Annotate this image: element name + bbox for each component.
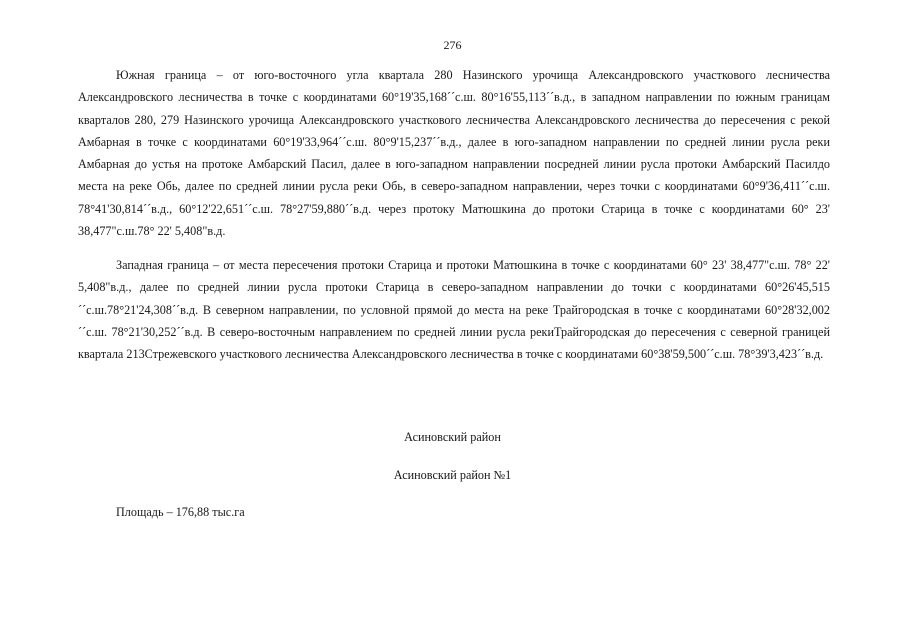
south-border-paragraph: Южная граница – от юго-восточного угла квартала 280 Назинского урочища Александровского участкового лесничества Александровского лесничества в точке с координатами 60°19'35,168´´с.ш. 80°16'55,113´´в.д., в западном направлении по южным границам кварталов 280, 279 Назинского урочища Александровского участкового лесничества Александровского лесничества до пересечения с рекой Амбарная в точке с координатами 60°19'33,964´´с.ш. 80°9'15,237´´в.д., далее в юго-западном направлении по средней линии русла реки Амбарная до устья на протоке Амбарский Пасил, далее в юго-западном направлении посредней линии русла протоки Амбарский Пасилдо места на реке Обь, далее по средней линии русла реки Обь, в северо-западном направлении, через точки с координатами 60°9'36,411´´с.ш. 78°41'30,814´´в.д., 60°12'22,651´´с.ш. 78°27'59,880´´в.д. через протоку Матюшкина до протоки Старица в точке с координатами 60° 23' 38,477"с.ш.78° 22' 5,408"в.д. [78,68,830,239]
west-border-paragraph: Западная граница – от места пересечения протоки Старица и протоки Матюшкина в точке с координатами 60° 23' 38,477"с.ш. 78° 22' 5,408"в.д., далее по средней линии русла протоки Старица в северо-западном направлении до точки с координатами 60°26'45,515´´с.ш.78°21'24,308´´в.д. В северном направлении, по условной прямой до места на реке Трайгородская в точке с координатами 60°28'32,002´´с.ш. 78°21'30,252´´в.д. В северо-восточным направлением по средней линии русла рекиТрайгородская до пересечения с северной границей квартала 213Стрежевского участкового лесничества Александровского лесничества в точке с координатами 60°38'59,500´´с.ш. 78°39'3,423´´в.д. [78,258,830,362]
page-number: 276 [443,38,462,52]
district-heading: Асиновский район [404,430,501,444]
area-text: Площадь – 176,88 тыс.га [116,505,245,519]
subdistrict-heading: Асиновский район №1 [393,468,512,482]
